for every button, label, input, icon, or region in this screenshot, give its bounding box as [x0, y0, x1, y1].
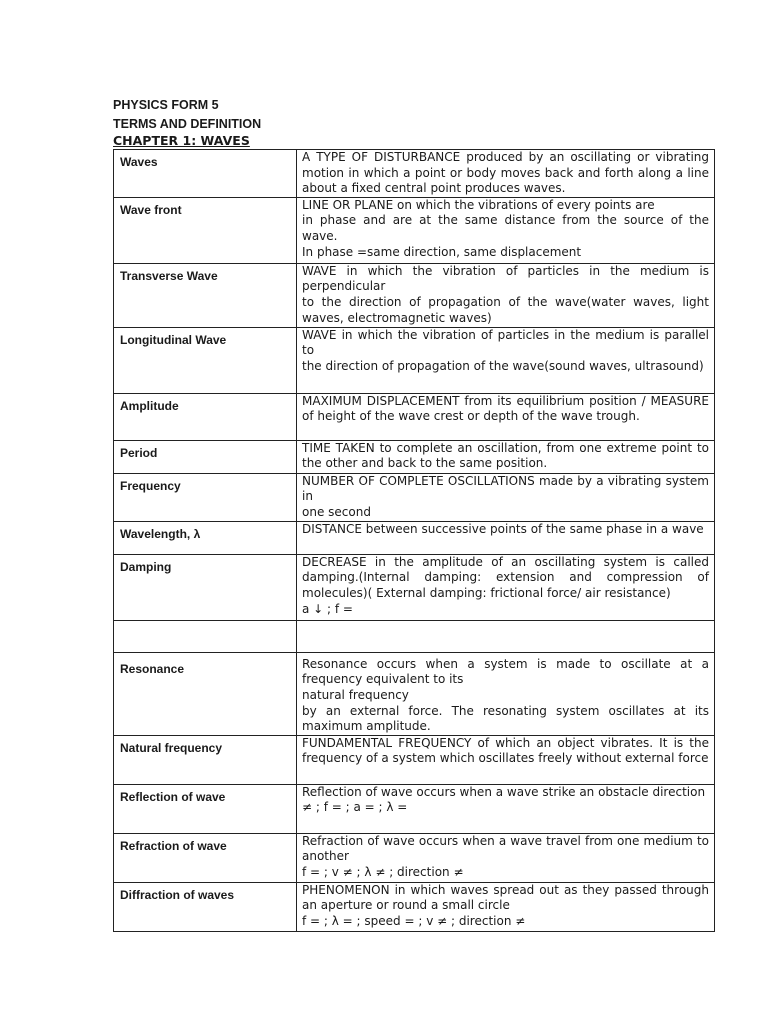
definition-line: LINE OR PLANE on which the vibrations of every points are — [302, 197, 655, 212]
term-cell: Wave front — [114, 197, 297, 263]
term-cell: Resonance — [114, 652, 297, 735]
definition-line: one second — [302, 504, 371, 519]
term-cell: Refraction of wave — [114, 833, 297, 882]
table-row — [114, 197, 715, 263]
table-row — [114, 620, 715, 652]
definition-line: DECREASE in the amplitude of an oscillating system is called damping.(Internal damping: extension and compression of molecules)( External damping: frictional force/ air resistance) — [302, 554, 709, 600]
definition-line: In phase =same direction, same displacement — [302, 244, 582, 259]
definition-cell — [297, 652, 715, 735]
term-cell: Transverse Wave — [114, 263, 297, 327]
definition-line: DISTANCE between successive points of the same phase in a wave — [302, 521, 704, 536]
definition-cell — [297, 882, 715, 931]
definition-line: f = ; λ = ; speed = ; v ≠ ; direction ≠ — [302, 913, 526, 928]
table-row — [114, 882, 715, 931]
document-subtitle: TERMS AND DEFINITION — [113, 117, 262, 131]
term-cell: Natural frequency — [114, 735, 297, 784]
definition-line: to the direction of propagation of the wave(water waves, light waves, electromagnetic waves) — [302, 294, 709, 325]
definition-cell — [297, 521, 715, 554]
definition-line: Reflection of wave occurs when a wave strike an obstacle direction — [302, 784, 706, 799]
table-row — [114, 554, 715, 620]
term-cell: Waves — [114, 150, 297, 198]
definition-cell — [297, 620, 715, 652]
term-cell: Period — [114, 440, 297, 473]
definition-line: FUNDAMENTAL FREQUENCY of which an object vibrates. It is the frequency of a system which oscillates freely without external force — [302, 735, 709, 766]
definition-line: f = ; v ≠ ; λ ≠ ; direction ≠ — [302, 864, 464, 879]
table-row — [114, 150, 715, 198]
chapter-heading: CHAPTER 1: WAVES — [113, 133, 250, 148]
definition-line: by an external force. The resonating system oscillates at its maximum amplitude. — [302, 703, 709, 734]
definition-line: in phase and are at the same distance from the source of the wave. — [302, 213, 709, 243]
table-row — [114, 833, 715, 882]
table-row — [114, 784, 715, 833]
term-cell: Diffraction of waves — [114, 882, 297, 931]
definition-cell — [297, 473, 715, 521]
definition-line: ≠ ; f = ; a = ; λ = — [302, 800, 408, 815]
definition-cell — [297, 554, 715, 620]
term-cell: Wavelength, λ — [114, 521, 297, 554]
definition-line: the direction of propagation of the wave(sound waves, ultrasound) — [302, 358, 704, 373]
table-row — [114, 327, 715, 393]
definition-cell — [297, 735, 715, 784]
definitions-table — [113, 149, 715, 932]
definition-cell — [297, 197, 715, 263]
table-row — [114, 393, 715, 440]
term-cell — [114, 620, 297, 652]
definition-cell — [297, 327, 715, 393]
table-row — [114, 473, 715, 521]
table-row — [114, 440, 715, 473]
term-cell: Damping — [114, 554, 297, 620]
table-row — [114, 263, 715, 327]
table-row — [114, 735, 715, 784]
table-row — [114, 521, 715, 554]
term-cell: Longitudinal Wave — [114, 327, 297, 393]
definition-line: TIME TAKEN to complete an oscillation, from one extreme point to the other and back to the same position. — [302, 440, 709, 471]
term-cell: Reflection of wave — [114, 784, 297, 833]
definition-cell — [297, 393, 715, 440]
definition-line: PHENOMENON in which waves spread out as they passed through an aperture or round a small circle — [302, 882, 709, 913]
table-row — [114, 652, 715, 735]
definitions-table-body — [114, 150, 715, 932]
definition-line: MAXIMUM DISPLACEMENT from its equilibrium position / MEASURE of height of the wave crest or depth of the wave trough. — [302, 393, 709, 424]
definition-line: A TYPE OF DISTURBANCE produced by an oscillating or vibrating motion in which a point or body moves back and forth along a line about a fixed central point produces waves. — [302, 150, 709, 196]
definition-line: a ↓ ; f = — [302, 601, 353, 616]
term-cell: Amplitude — [114, 393, 297, 440]
definition-cell — [297, 263, 715, 327]
definition-cell — [297, 784, 715, 833]
definition-cell — [297, 440, 715, 473]
term-cell: Frequency — [114, 473, 297, 521]
definition-line: NUMBER OF COMPLETE OSCILLATIONS made by a vibrating system in — [302, 473, 709, 504]
definition-line: WAVE in which the vibration of particles in the medium is perpendicular — [302, 263, 709, 294]
definition-line: Resonance occurs when a system is made to oscillate at a frequency equivalent to its — [302, 656, 709, 687]
definition-line: WAVE in which the vibration of particles in the medium is parallel to — [302, 327, 709, 358]
definition-cell — [297, 833, 715, 882]
document-title: PHYSICS FORM 5 — [113, 98, 219, 112]
definition-cell — [297, 150, 715, 198]
definition-line: natural frequency — [302, 687, 409, 702]
document-page — [113, 96, 715, 932]
definition-line: Refraction of wave occurs when a wave travel from one medium to another — [302, 833, 709, 864]
